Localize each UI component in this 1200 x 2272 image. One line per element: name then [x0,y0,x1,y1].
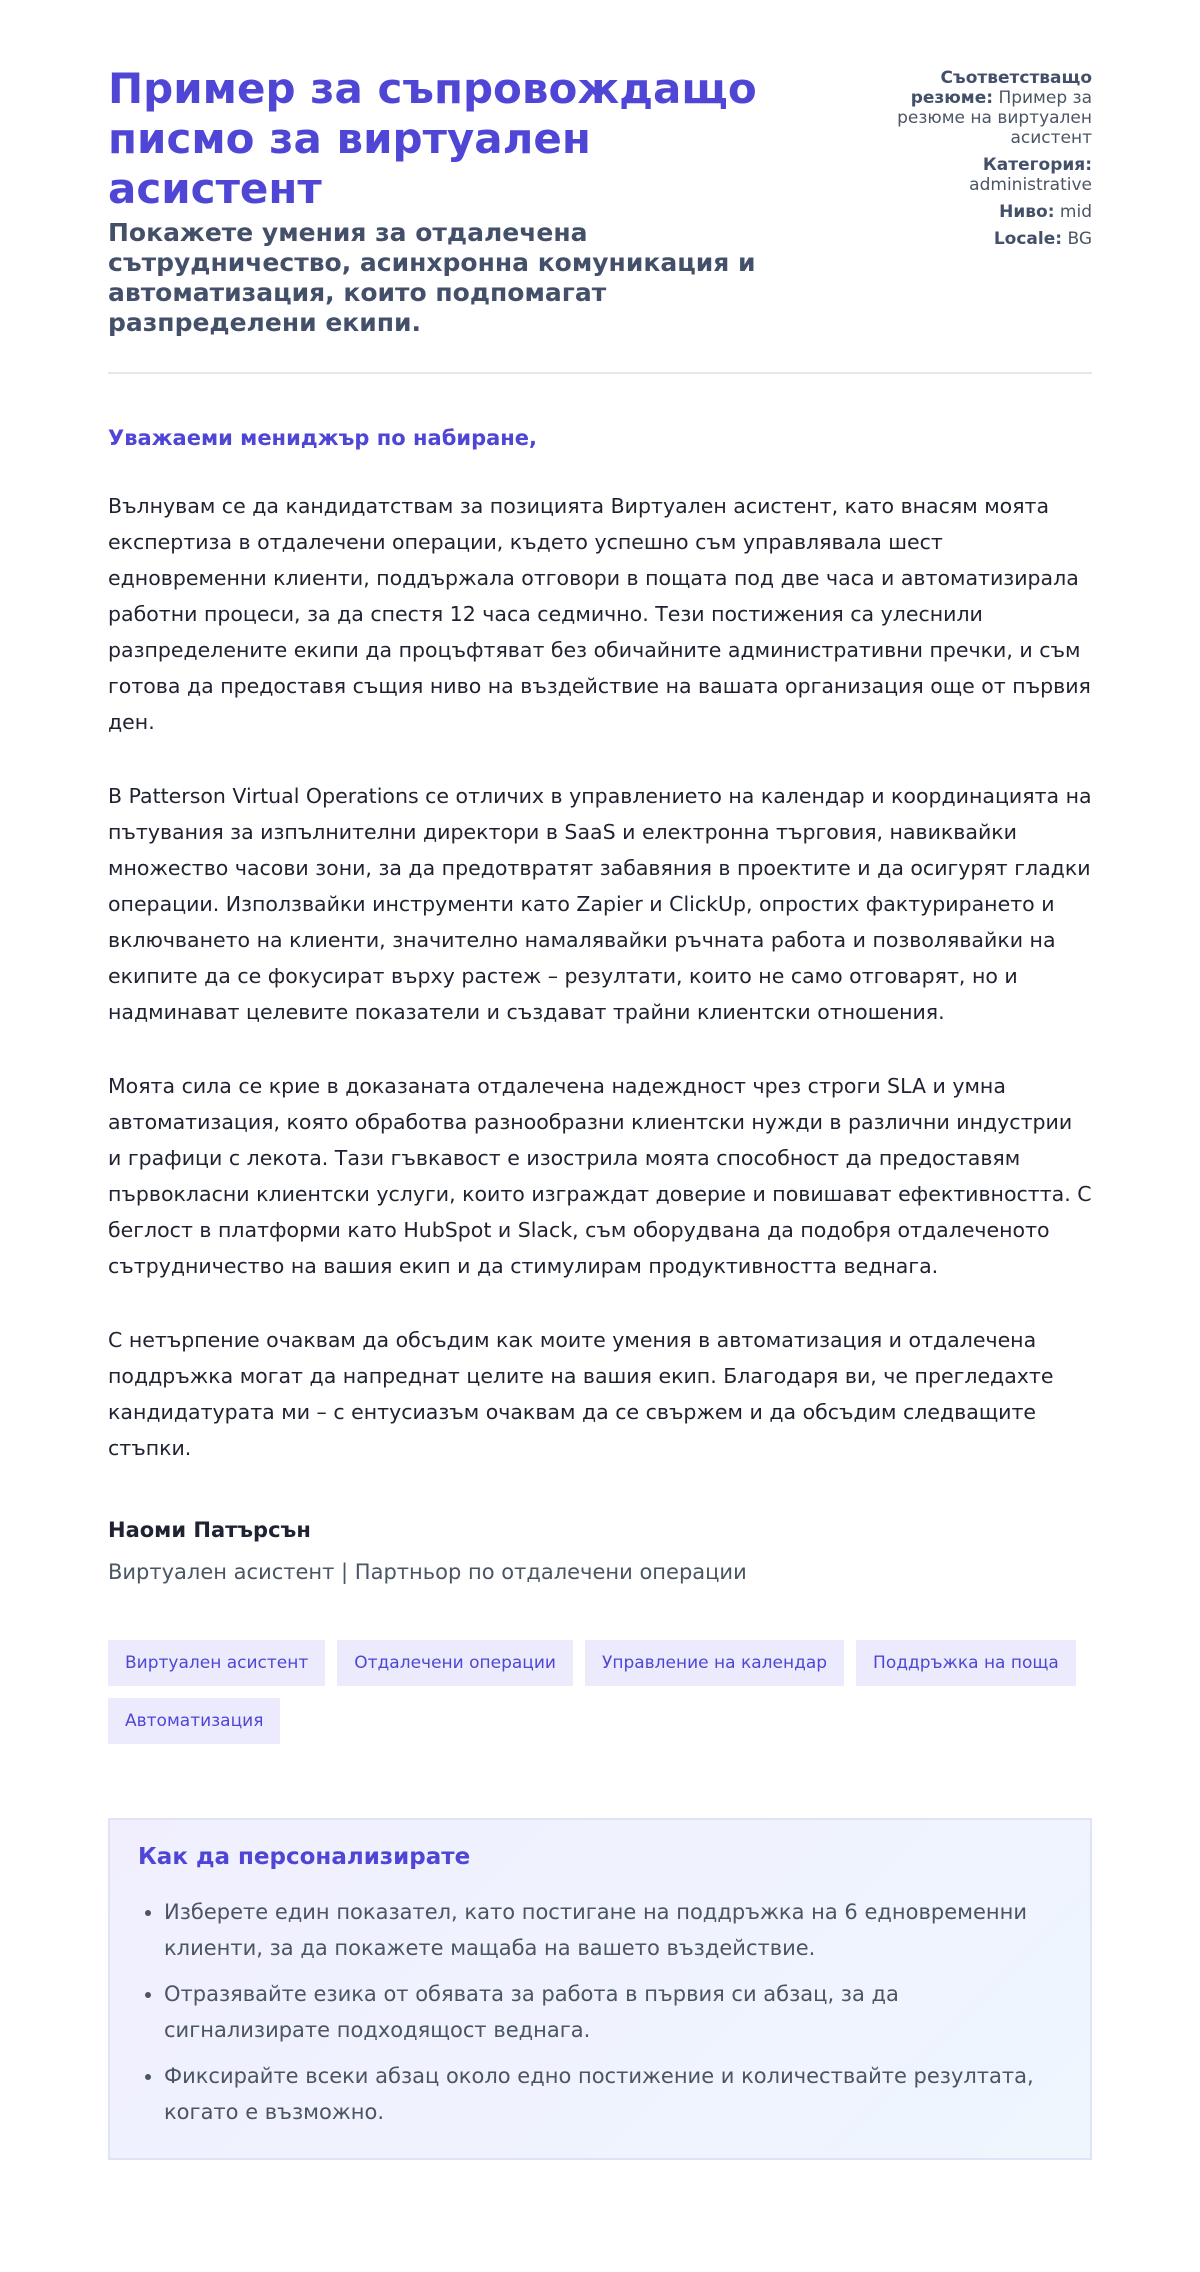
skill-tag: Управление на календар [585,1640,844,1686]
meta-value: Пример за резюме на виртуален асистент [897,88,1092,148]
letter-paragraph: В Patterson Virtual Operations се отличих в управлението на календар и координацията на пътувания за изпълнителни директори в SaaS и електронна търговия, навиквайки множество часови зони, за да предотвратят забавяния в проектите и да осигурят гладки операции. Използвайки инструменти като Zapier и ClickUp, опростих фактурирането и включването на клиенти, значително намалявайки ръчната работа и позволявайки на екипите да се фокусират върху растеж – резултати, които не само отговарят, но и надминават целевите показатели и създават трайни клиентски отношения. [108,784,1092,1024]
letter-paragraph: Моята сила се крие в доказаната отдалечена надеждност чрез строги SLA и умна автоматизация, която обработва разнообразни клиентски нужди в различни индустрии и графици с лекота. Тази гъвкавост е изострила моята способност да предоставям първокласни клиентски услуги, които изграждат доверие и повишават ефективността. С беглост в платформи като HubSpot и Slack, съм оборудвана да подобря отдалеченото сътрудничество на вашия екип и да стимулирам продуктивността веднага. [108,1074,1092,1278]
page-header [108,64,1092,374]
page-subtitle: Покажете умения за отдалечена сътрудничество, асинхронна комуникация и автоматизация, които подпомагат разпределени екипи. [108,218,756,337]
meta-label: Locale: [993,229,1063,249]
meta-locale [862,229,1092,249]
skill-tags [108,1640,1092,1744]
page-title: Пример за съпровождащо писмо за виртуален асистент [108,64,757,213]
meta-label: Категория: [982,155,1092,175]
skill-tag: Отдалечени операции [337,1640,573,1686]
skill-tag: Виртуален асистент [108,1640,325,1686]
tip-item: • Фиксирайте всеки абзац около едно постижение и количествайте резултата, когато е възможно. [164,2058,1062,2130]
meta-value: administrative [969,175,1092,195]
letter-paragraph: Вълнувам се да кандидатствам за позицията Виртуален асистент, като внасям моята експертиза в отдалечени операции, където успешно съм управлявала шест едновременни клиенти, поддържала отговори в пощата под две часа и автоматизирала работни процеси, за да спестя 12 часа седмично. Тези постижения са улеснили разпределените екипи да процъфтяват без обичайните административни пречки, и съм готова да предоставя същия ниво на въздействие на вашата организация още от първия ден. [108,494,1091,734]
letter-body [108,488,1092,1466]
customization-tips-box [108,1818,1092,2160]
meta-panel [862,68,1092,256]
signature-name: Наоми Патърсън [108,1518,311,1542]
meta-level [862,202,1092,222]
letter-paragraph: С нетърпение очаквам да обсъдим как моите умения в автоматизация и отдалечена поддръжка могат да напреднат целите на вашия екип. Благодаря ви, че прегледахте кандидатурата ми – с ентусиазъм очаквам да се свържем и да обсъдим следващите стъпки. [108,1328,1054,1460]
signature-role: Виртуален асистент | Партньор по отдалечени операции [108,1560,747,1584]
meta-matching-resume [862,68,1092,148]
meta-value: mid [1059,202,1092,222]
tips-title: Как да персонализирате [138,1844,471,1870]
tip-item: • Отразявайте езика от обявата за работа в първия си абзац, за да сигнализирате подходящост веднага. [164,1976,1062,2048]
skill-tag: Поддръжка на поща [856,1640,1076,1686]
meta-category [862,155,1092,195]
signature-block [108,1518,1092,1584]
title-block [108,64,798,338]
meta-label: Ниво: [999,202,1055,222]
meta-label: Съответстващо резюме: [910,68,1092,108]
meta-value: BG [1067,229,1092,249]
salutation: Уважаеми мениджър по набиране, [108,426,538,450]
tips-list [138,1894,1062,2130]
skill-tag: Автоматизация [108,1698,280,1744]
tip-item: • Изберете един показател, като постигане на поддръжка на 6 едновременни клиенти, за да покажете мащаба на вашето въздействие. [164,1894,1062,1966]
